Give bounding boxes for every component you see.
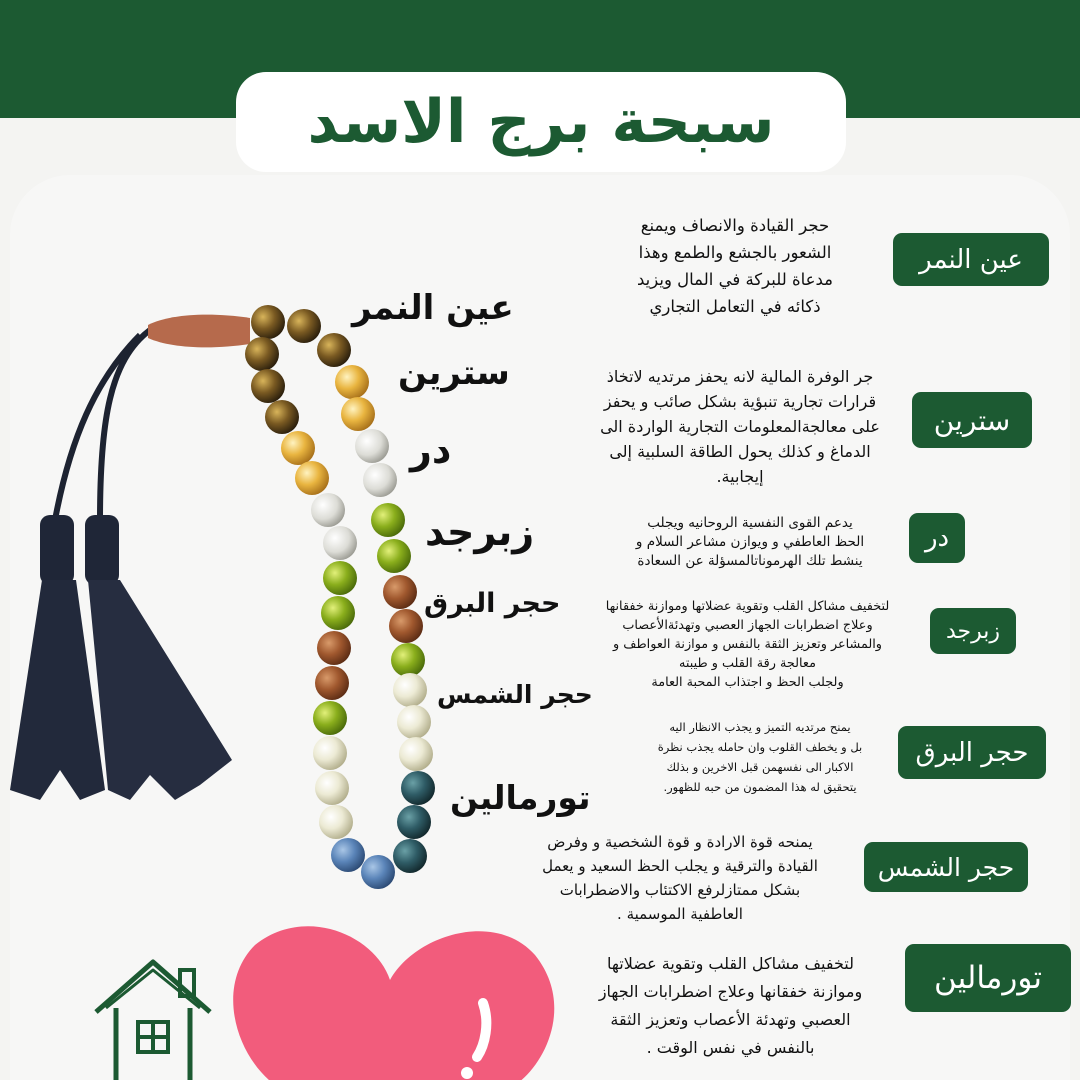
house-logo-icon [88, 950, 218, 1080]
tassel-head-left [40, 515, 74, 585]
photo-label-peridot: زبرجد [425, 510, 535, 554]
desc-tiger-eye: حجر القيادة والانصاف ويمنع الشعور بالجشع والطمع وهذا مدعاة للبركة في المال ويزيد ذكائه في التعامل التجاري [637, 216, 833, 316]
stone-tag-sunstone: حجر الشمس [864, 842, 1028, 892]
stone-tag-tourmaline: تورمالين [905, 944, 1071, 1012]
desc-pearl: يدعم القوى النفسية الروحانيه ويجلب الحظ العاطفي و ويوازن مشاعر السلام و ينشط تلك الهرموناتالمسؤلة عن السعادة [635, 515, 865, 569]
desc-peridot: لتخفيف مشاكل القلب وتقوية عضلاتها وموازنة خفقانها وعلاج اضطرابات الجهاز العصبي وتهدئةالأعصاب والمشاعر وتعزيز الثقة بالنفس و موازنة العواطف و معالجة رقة القلب و طيبته ولجلب الحظ و اجتذاب المحبة العامة [605, 599, 890, 690]
desc-goldstone: يمنح مرتديه التميز و يجذب الانظار اليه بل و يخطف القلوب وان حامله يجذب نظرة الاكبار الى نفسهمن قبل الاخرين و بذلك يتحقيق له هذا المضمون من حبه للظهور. [657, 720, 863, 794]
desc-sunstone: يمنحه قوة الارادة و قوة الشخصية و وفرض القيادة والترقية و يجلب الحظ السعيد و يعمل بشكل ممتازلرفع الاكتئاب والاضطرابات العاطفية الموسمية . [542, 833, 818, 923]
title-box [236, 72, 846, 172]
stone-tag-citrine: سترين [912, 392, 1032, 448]
tassel-head-right [85, 515, 119, 585]
tassel-left [10, 580, 105, 800]
stone-tag-goldstone: حجر البرق [898, 726, 1046, 779]
photo-label-citrine: سترين [398, 353, 510, 393]
heart-icon [215, 925, 575, 1080]
photo-label-tourmaline: تورمالين [450, 778, 591, 817]
tassel-right [88, 580, 232, 800]
imam-bead [148, 315, 250, 348]
desc-citrine: جر الوفرة المالية لانه يحفز مرتديه لاتخاذ قرارات تجارية تنبؤية بشكل صائب و يحفز على معالجةالمعلومات التجارية الواردة الى الدماغ و كذلك يحول الطاقة السلبية إلى إيجابية. [600, 367, 880, 486]
photo-label-tiger-eye: عين النمر [352, 288, 514, 328]
stone-tag-pearl: در [909, 513, 965, 563]
photo-label-pearl: در [410, 428, 452, 472]
stone-tag-tiger-eye: عين النمر [893, 233, 1049, 286]
stone-tag-peridot: زبرجد [930, 608, 1016, 654]
photo-label-goldstone: حجر البرق [424, 588, 561, 619]
photo-label-sunstone: حجر الشمس [437, 680, 593, 709]
page-title: سبحة برج الاسد [307, 87, 775, 157]
desc-tourmaline: لتخفيف مشاكل القلب وتقوية عضلاتها وموازنة خفقانها وعلاج اضطرابات الجهاز العصبي وتهدئة الأعصاب وتعزيز الثقة بالنفس في نفس الوقت . [598, 954, 863, 1057]
